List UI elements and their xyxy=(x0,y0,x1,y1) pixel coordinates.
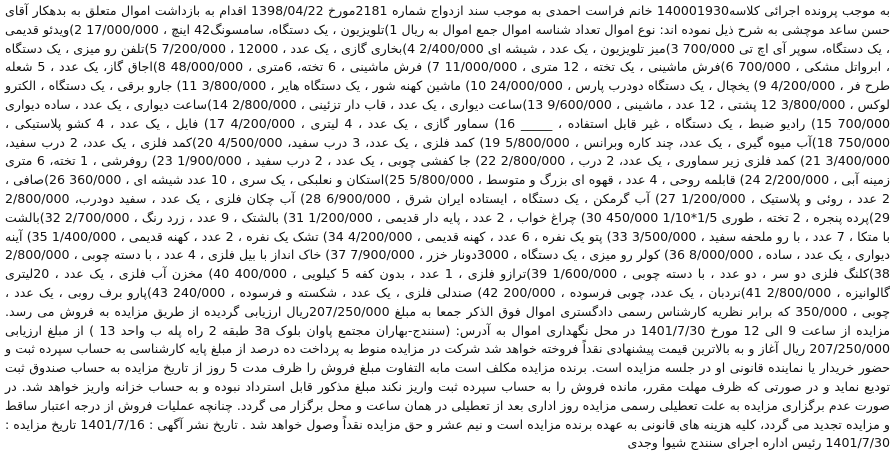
auction-notice-text: به موجب پرونده اجرائی کلاسه140001930 خانم فراست احمدی به موجب سند ازدواج شماره 2181مورخ 1398/04/22 اقدام به بازداشت اموال متعلق به بدهکار آقای حسن ساعد موچشی به شرح ذیل نموده اند: نوع اموال تعداد شناسه اموال جمع اموال به ریال 1)تلویزیون ، یک دستگاه، سامسونگ42 اینچ ، 17/000/000 2)ویدئو قدیمی ، یک دستگاه، سوپر آی اچ تی 700/000 3)میز تلویزیون ، یک عدد ، شیشه ای 2/400/000 4)بخاری گازی ، یک عدد ، 12000 ، 7/200/000 5)تلفن رو میزی ، یک دستگاه ، ابرواتل مشکی ، 700/000 6)فرش ماشینی ، یک تخته ، 12 متری ، 11/000/000 7) فرش ماشینی ، 6 تخته، 6متری ، 48/000/000 8)اجاق گاز، یک عدد ، 5 شعله طرح فر ، 4/200/000 9) یخچال ، یک دستگاه دودرب پارس ، 24/000/000 10) ماشین کهنه شور ، یک دستگاه هایر ، 3/800/000 11) جارو برقی ، یک دستگاه ، الکترو لوکس ، 3/800/000 12 پشتی ، 12 عدد ، ماشینی ، 9/600/000 13)ساعت دیواری ، یک عدد ، قاب دار تزئینی ، 2/800/000 14)ساعت دیواری ، یک عدد ، ساده دیواری 700/000 15) رادیو ضبط ، یک دستگاه ، غیر قابل استفاده ، _____ 16) سماور گازی ، یک عدد ، 4 لیتری ، 4/200/000 17) فایل ، یک عدد ، 4 کشو پلاستیکی ، 750/000 18)آب میوه گیری ، یک عدد، چند کاره وبرانس ، 5/800/000 19) کمد فلزی ، یک عدد، 3 درب سفید، 4/500/000 20)کمد فلزی ، یک عدد، 2 درب سفید، 3/400/000 21) کمد فلزی زیر سماوری ، یک عدد، 2 درب ، 2/800/000 22) جا کفشی چوبی ، یک عدد ، 2 درب سفید ، 1/900/000 23) روفرشی ، 1 تخته، 6 متری زمینه آبی ، 2/200/000 24) قابلمه روحی ، 4 عدد ، قهوه ای بزرگ و متوسط ، 5/800/000 25)استکان و نعلبکی ، یک سری ، 10 عدد شیشه ای ، 360/000 26)صافی ، 2 عدد ، روئی و پلاستیک ، 1/200/000 27) آب گرمکن ، یک دستگاه ، ایستاده ایران شرق ، 6/900/000 28) آب چکان فلزی ، یک عدد ، سفید دودرب، 2/800/000 29)پرده پنجره ، 2 تخته ، طوری 1/5*1/10 450/000 30) چراغ خواب ، 2 عدد ، پایه دار قدیمی ، 1/200/000 31) بالشتک ، 9 عدد ، زرد رنگ ، 2/700/000 32)بالشت با متکا ، 7 عدد ، با رو ملحفه سفید ، 3/500/000 33) پتو یک نفره ، 6 عدد ، کهنه قدیمی ، 4/200/000 34) تشک یک نفره ، 2 عدد ، کهنه قدیمی ، 1/400/000 35) آینه دیواری ، یک عدد ، ساده ، 8/000/000 36) کولر رو میزی ، یک دستگاه ، 3000دونار خزر ، 7/900/000 37) خاک انداز با بیل فلزی ، 4 عدد ، با دسته چوبی ، 2/800/000 38)کلنگ فلزی دو سر ، دو عدد ، با دسته چوبی ، 1/600/000 39)ترازو فلزی ، 1 عدد ، بدون کفه 5 کیلویی ، 400/000 40) مخزن آب فلزی ، یک عدد ، 20لیتری گالوانیزه ، 2/800/000 41)نردبان ، یک عدد، چوبی فرسوده ، 200/000 42) صندلی فلزی ، یک عدد ، شکسته و فرسوده ، 240/000 43)پارو برف روبی ، یک عدد ، چوبی ، 350/000 که برابر نظریه کارشناس رسمی دادگستری اموال فوق الذکر جمعا به مبلغ 207/250/000ریال ارزیابی گردیده از طریق مزایده به فروش می رسد. مزایده از ساعت 9 الی 12 مورخ 1401/7/30 در محل نگهداری اموال به آدرس: (سنندج-بهاران مجتمع پاوان بلوک 3a طبقه 2 راه پله ب واحد 13 ) از مبلغ ارزیابی 207/250/000 ریال آغاز و به بالاترین قیمت پیشنهادی نقداً فروخته خواهد شد شرکت در مزایده منوط به پرداخت ده درصد از مبلغ پایه کارشناسی به حساب سپرده ثبت و حضور خریدار یا نماینده قانونی او در جلسه مزایده است. برنده مزایده مکلف است مابه التفاوت مبلغ فروش را ظرف مدت 5 روز از تاریخ مزایده به حساب صندوق ثبت تودیع نماید و در صورتی که ظرف مهلت مقرر، مانده فروش را به حساب سپرده ثبت واریز نکند مبلغ مذکور قابل استرداد نبوده و به حساب خزانه واریز خواهد شد. در صورت عدم برگزاری مزایده به علت تعطیلی رسمی مزایده روز اداری بعد از تعطیلی در همان ساعت و محل برگزار می گردد. چنانچه عملیات فروش از درجه اعتبار ساقط و مزایده تجدید می گردد، کلیه هزینه های قانونی به عهده برنده مزایده است و نیم عشر و حق مزایده نقداً وصول خواهد شد . تاریخ نشر آگهی : 1401/7/16 تاریخ مزایده : 1401/7/30 رئیس اداره اجرای سنندج شیوا وجدی xyxy=(5,3,891,451)
